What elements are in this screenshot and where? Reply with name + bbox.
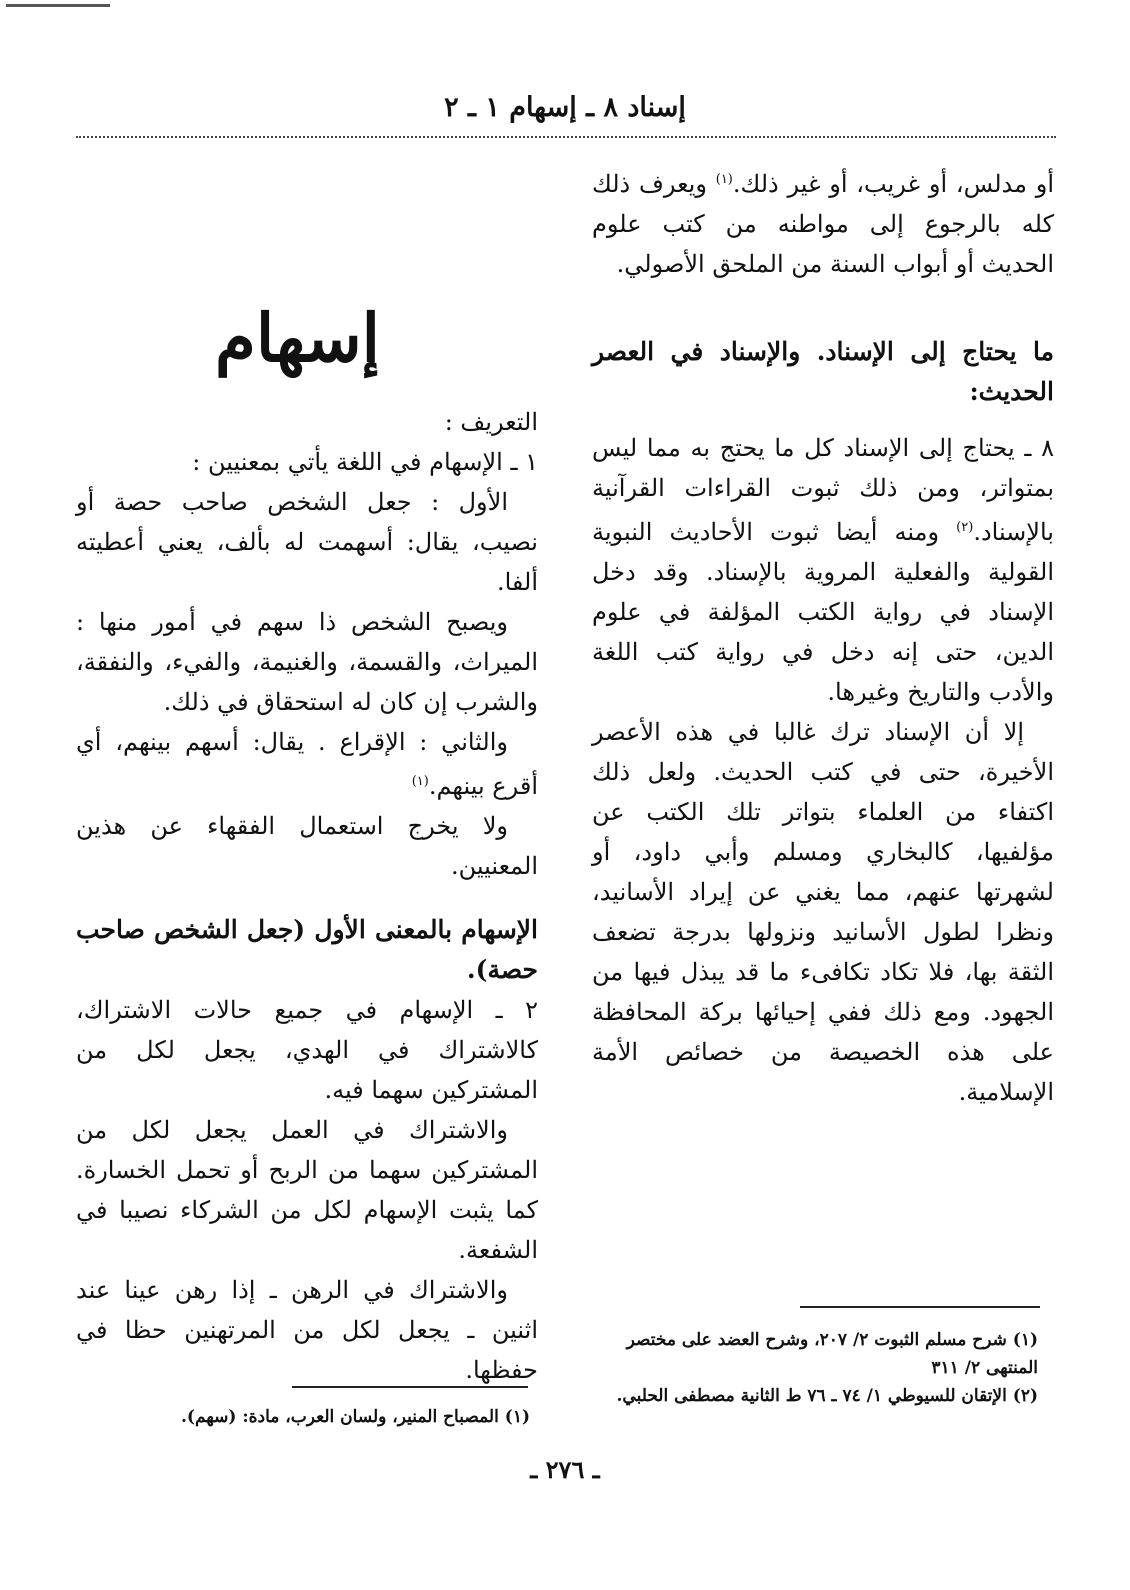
continuation-paragraph — [592, 160, 1054, 284]
section-heading-first-meaning: الإسهام بالمعنى الأول (جعل الشخص صاحب حصة). — [76, 915, 538, 984]
meaning-1-continued: ويصبح الشخص ذا سهم في أمور منها : الميراث، والقسمة، والغنيمة، والفيء، والنفقة، والشرب إن كان له استحقاق في ذلك. — [76, 608, 538, 716]
meaning-2 — [76, 722, 538, 806]
continuation-text: أو مدلس، أو غريب، أو غير ذلك. — [732, 170, 1054, 198]
continuation-text-rest: ويعرف ذلك كله بالرجوع إلى مواطنه من كتب علوم الحديث أو أبواب السنة من الملحق الأصولي. — [592, 170, 1054, 278]
right-column — [592, 160, 1054, 1112]
footnote-1-left: (١) المصباح المنير، ولسان العرب، مادة: (سهم). — [181, 1407, 530, 1427]
definition-label: التعريف : — [444, 408, 538, 436]
left-column — [76, 402, 538, 1390]
paragraph-modern-era: إلا أن الإسناد ترك غالبا في هذه الأعصر الأخيرة، حتى في كتب الحديث. ولعل ذلك اكتفاء من العلماء بتواتر تلك الكتب عن مؤلفيها، كالبخاري ومسلم وأبي داود، أو لشهرتها عنهم، مما يغني عن إيراد الأسانيد، ونظرا لطول الأسانيد ونزولها بدرجة تضعف الثقة بها، فلا تكاد تكافىء ما قد يبذل فيها من الجهود. ومع ذلك ففي إحيائها بركة المحافظة على هذه الخصيصة من خصائص الأمة الإسلامية. — [592, 718, 1054, 1106]
meaning-2-text: والثاني : الإقراع . يقال: أسهم بينهم، أي أقرع بينهم. — [76, 728, 538, 800]
meaning-1: الأول : جعل الشخص صاحب حصة أو نصيب، يقال: أسهمت له بألف، يعني أعطيته ألفا. — [76, 488, 538, 596]
footnotes-right — [592, 1326, 1038, 1410]
header-dotted-rule — [76, 136, 1056, 138]
usage-note: ولا يخرج استعمال الفقهاء عن هذين المعنيين. — [76, 812, 538, 880]
running-head: إسناد ٨ ـ إسهام ١ ـ ٢ — [444, 92, 686, 123]
footnote-ref[interactable]: (٢) — [956, 520, 974, 535]
footnotes-left — [60, 1403, 530, 1431]
paragraph-8-text-rest: ومنه أيضا ثبوت الأحاديث النبوية القولية والفعلية المروية بالإسناد. وقد دخل الإسناد في رواية الكتب المؤلفة في علوم الدين، حتى إنه دخل في رواية كتب اللغة والأدب والتاريخ وغيرها. — [592, 518, 1054, 706]
footnote-ref[interactable]: (١) — [715, 172, 733, 187]
entry-title: إسهام — [214, 299, 380, 377]
paragraph-2-continued: والاشتراك في العمل يجعل لكل من المشتركين سهما من الربح أو تحمل الخسارة. كما يثبت الإسهام لكل من الشركاء نصيبا في الشفعة. — [76, 1116, 538, 1264]
scan-corner-mark — [6, 4, 110, 7]
paragraph-8-text: ٨ ـ يحتاج إلى الإسناد كل ما يحتج به مما ليس بمتواتر، ومن ذلك ثبوت القراءات القرآنية بالإسناد. — [592, 434, 1054, 546]
definition-1: ١ ـ الإسهام في اللغة يأتي بمعنيين : — [192, 448, 538, 476]
footnote-rule-right — [800, 1306, 1040, 1308]
footnote-1-right: (١) شرح مسلم الثبوت ٢/ ٢٠٧، وشرح العضد على مختصر المنتهى ٢/ ٣١١ — [626, 1330, 1038, 1378]
footnote-rule-left — [292, 1386, 528, 1388]
section-heading-isnad-need: ما يحتاج إلى الإسناد. والإسناد في العصر الحديث: — [592, 337, 1054, 406]
paragraph-2-pledge: والاشتراك في الرهن ـ إذا رهن عينا عند اثنين ـ يجعل لكل من المرتهنين حظا في حفظها. — [76, 1276, 539, 1384]
page-number: ـ ٢٧٦ ـ — [530, 1455, 600, 1484]
footnote-ref[interactable]: (١) — [411, 774, 429, 789]
footnote-2-right: (٢) الإتقان للسيوطي ١/ ٧٤ ـ ٧٦ ط الثانية مصطفى الحلبي. — [616, 1386, 1038, 1406]
paragraph-8 — [592, 428, 1054, 712]
paragraph-2: ٢ ـ الإسهام في جميع حالات الاشتراك، كالاشتراك في الهدي، يجعل لكل من المشتركين سهما فيه. — [76, 996, 538, 1104]
